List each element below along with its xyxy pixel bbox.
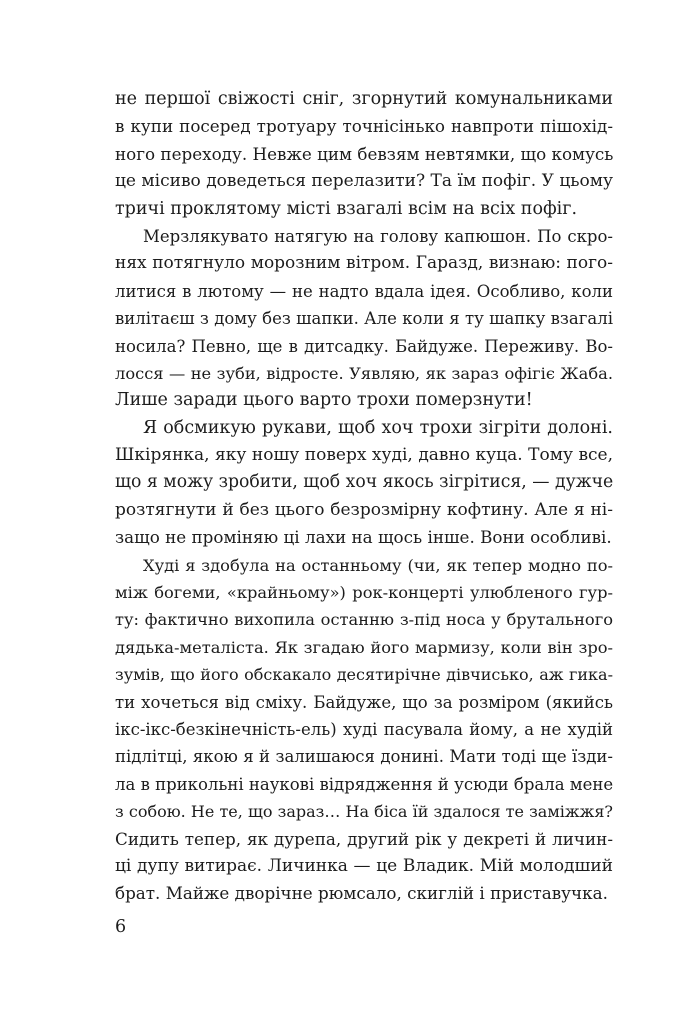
text-line: між богеми, «крайньому») рок-концерті улюбленого гур- <box>115 583 613 603</box>
text-line: в купи посеред тротуару точнісінько навпроти пішохід- <box>115 116 613 137</box>
text-line: ла в прикольні наукові відрядження й усюди брала мене <box>115 774 614 794</box>
text-line: Сидить тепер, як дурепа, другий рік у декреті й личин- <box>115 828 613 849</box>
text-line: ти хочеться від сміху. Байдуже, що за розміром (якийсь <box>115 692 613 712</box>
text-line: не першої свіжості сніг, згорнутий комунальниками <box>115 89 613 109</box>
text-line: ці дупу витирає. Личинка — це Владик. Мій молодший <box>115 855 613 876</box>
text-line: це місиво доведеться перелазити? Та їм пофіг. У цьому <box>115 171 613 192</box>
text-line: Мерзлякувато натягую на голову капюшон. По скро- <box>143 226 613 246</box>
text-line: лосся — не зуби, відросте. Уявляю, як зараз офігіє Жаба. <box>115 363 613 383</box>
text-line: дядька-металіста. Як згадаю його мармизу, коли він зро- <box>115 637 613 657</box>
text-line: ту: фактично вихопила останню з-під носа у брутального <box>115 610 613 630</box>
text-line: Лише заради цього варто трохи померзнути! <box>115 390 533 411</box>
text-line: носила? Певно, ще в дитсадку. Байдуже. Переживу. Во- <box>115 336 613 356</box>
text-line: защо не проміняю ці лахи на щось інше. Вони особливі. <box>115 527 612 548</box>
text-line: зумів, що його обскакало десятирічне дівчисько, аж гика- <box>115 665 613 685</box>
text-line: що я можу зробити, щоб хоч якось зігрітися, — дужче <box>115 472 614 493</box>
text-line: нях потягнуло морозним вітром. Гаразд, визнаю: пого- <box>115 253 613 274</box>
page-number: 6 <box>115 917 127 937</box>
text-line: тричі проклятому місті взагалі всім на всіх пофіг. <box>115 198 578 219</box>
text-line: ного переходу. Невже цим бевзям невтямки, що комусь <box>115 143 614 164</box>
text-line: вилітаєш з дому без шапки. Але коли я ту шапку взагалі <box>115 309 613 329</box>
text-line: з собою. Не те, що зараз… На біса їй здалося те заміжжя? <box>115 802 613 822</box>
text-line: брат. Майже дворічне рюмсало, скиглій і приставучка. <box>115 883 608 904</box>
text-line: підлітці, якою я й залишаюся донині. Мати тоді ще їзди- <box>115 747 613 767</box>
body-text <box>115 86 613 908</box>
text-line: ікс-ікс-безкінечність-ель) худі пасувала йому, а не худій <box>115 719 613 739</box>
text-line: розтягнути й без цього безрозмірну кофтину. Але я ні- <box>115 499 613 520</box>
text-line: Я обсмикую рукави, щоб хоч трохи зігріти долоні. <box>143 417 613 438</box>
text-line: Шкірянка, яку ношу поверх худі, давно куца. Тому все, <box>115 445 613 466</box>
text-line: Худі я здобула на останньому (чи, як тепер модно по- <box>143 555 613 575</box>
text-line: литися в лютому — не надто вдала ідея. Особливо, коли <box>115 281 613 301</box>
